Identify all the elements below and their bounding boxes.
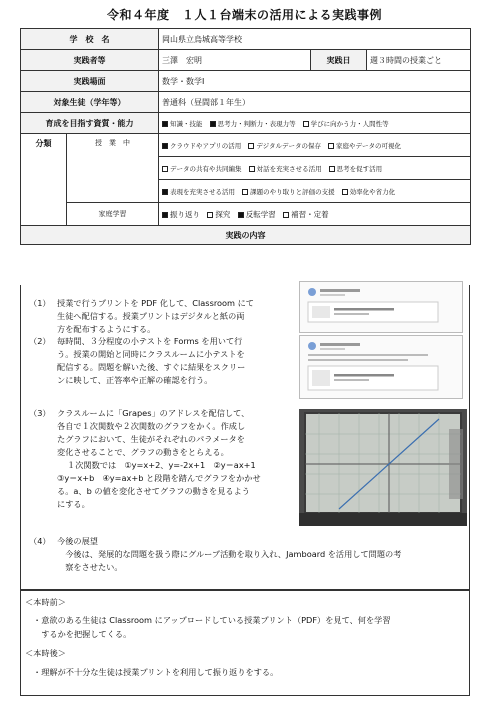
ability-option: 学びに向かう力・人間性等 (303, 120, 389, 128)
ability-option: 思考力・判断力・表現力等 (210, 120, 296, 128)
item-line: ンに映して、正答率や正解の確認を行う。 (57, 375, 213, 385)
school-value: 岡山県立烏城高等学校 (159, 29, 471, 50)
checkbox-icon (238, 212, 244, 218)
checkbox-icon (207, 212, 213, 218)
classification-row-2 (159, 157, 471, 180)
item-line: る。a、b の値を変化させてグラフの動きを見るよう (57, 486, 250, 496)
forms-screenshot (299, 335, 463, 399)
before-heading: ＜本時前＞ (25, 597, 66, 607)
classification-row-1 (159, 134, 471, 157)
scene-value: 数学・数学Ⅰ (159, 71, 471, 92)
class-option: 家庭やデータの可視化 (328, 142, 401, 150)
classroom-photo-graphic (299, 409, 467, 526)
class-option: 対話を充実させる活用 (249, 165, 322, 173)
target-value: 普通科（昼間部１年生） (159, 92, 471, 113)
item-line: にする。 (57, 499, 90, 509)
checkbox-icon (162, 143, 168, 149)
item-line: 生徒へ配信する。授業プリントはデジタルと紙の両 (57, 311, 245, 321)
home-option: 補習・定着 (283, 210, 329, 219)
checkbox-icon (328, 143, 334, 149)
item-line: クラスルームに「Grapes」のアドレスを配信して、 (57, 408, 250, 418)
item-line: 毎時間、３分程度の小テストを Forms を用いて行 (57, 336, 243, 346)
checkbox-icon (303, 121, 309, 127)
teacher-value: 三澤 宏明 (159, 50, 311, 71)
item-line: 各自で１次関数や２次関数のグラフをかく。作成し (57, 421, 246, 431)
date-value: 週３時間の授業ごと (367, 50, 471, 71)
class-option: 課題のやり取りと評価の支援 (242, 188, 335, 196)
item-number: （2） (29, 336, 51, 346)
checkbox-icon (162, 121, 168, 127)
item-line: たグラフにおいて、生徒がそれぞれのパラメータを (57, 434, 245, 444)
content-header: 実践の内容 (21, 226, 471, 245)
classification-label: 分類 (21, 134, 67, 226)
item-line: 察をさせたい。 (57, 562, 123, 572)
item-number: （4） (29, 536, 51, 546)
item-number: （1） (29, 298, 51, 308)
class-option: 思考を促す活用 (329, 165, 383, 173)
class-option: デジタルデータの保存 (248, 142, 321, 150)
teacher-label: 実践者等 (21, 50, 159, 71)
before-line: するかを把握してくる。 (33, 629, 132, 639)
item-line: 授業で行うプリントを PDF 化して、Classroom にて (57, 298, 254, 308)
scene-label: 実践場面 (21, 71, 159, 92)
content-section (20, 285, 470, 590)
ability-options (159, 113, 471, 134)
checkbox-icon (329, 166, 335, 172)
checkbox-icon (162, 166, 168, 172)
forms-screenshot-graphic (300, 336, 462, 398)
after-line: ・理解が不十分な生徒は授業プリントを利用して振り返りをする。 (33, 667, 279, 677)
classification-row-3 (159, 180, 471, 203)
item-line: ③y＝x+b ④y=ax+b と段階を踏んでグラフをかかせ (57, 473, 261, 483)
document-title: 令和４年度 １人１台端末の活用による実践事例 (106, 8, 382, 22)
item-number: （3） (29, 408, 51, 418)
ability-label: 育成を目指す資質・能力 (21, 113, 159, 134)
home-study-options (159, 203, 471, 226)
classroom-screenshot (299, 281, 463, 333)
checkbox-icon (249, 166, 255, 172)
item-line: １次関数では ①y=x+2、y=-2x+1 ②y＝ax+1 (67, 460, 256, 470)
checkbox-icon (342, 189, 348, 195)
item-line: う。授業の開始と同時にクラスルームに小テストを (57, 349, 245, 359)
item-line: 配信する。問題を解いた後、すぐに結果をスクリー (57, 362, 246, 372)
item-line: 方を配布するようにする。 (57, 324, 156, 334)
ability-option: 知識・技能 (162, 120, 203, 128)
info-table (20, 28, 471, 245)
home-option: 探究 (207, 210, 230, 219)
class-option: 表現を充実させる活用 (162, 188, 235, 196)
item-line: 今後の展望 (57, 536, 98, 546)
school-label: 学 校 名 (21, 29, 159, 50)
date-label: 実践日 (311, 50, 367, 71)
classroom-photo (299, 409, 467, 526)
before-line: ・意欲のある生徒は Classroom にアップロードしている授業プリント（PDF）を見て、何を学習 (33, 615, 391, 625)
home-option: 振り返り (162, 210, 200, 219)
item-line: 変化させることで、グラフの動きをとらえる。 (57, 447, 229, 457)
after-heading: ＜本時後＞ (25, 648, 66, 658)
checkbox-icon (162, 189, 168, 195)
classroom-screenshot-graphic (300, 282, 462, 332)
class-option: クラウドやアプリの活用 (162, 142, 241, 150)
class-option: 効率化や省力化 (342, 188, 396, 196)
class-option: データの共有や共同編集 (162, 165, 242, 173)
checkbox-icon (162, 212, 168, 218)
checkbox-icon (210, 121, 216, 127)
home-study-section (20, 590, 470, 696)
checkbox-icon (248, 143, 254, 149)
in-class-label: 授 業 中 (67, 134, 159, 203)
home-study-label: 家庭学習 (67, 203, 159, 226)
target-label: 対象生徒（学年等） (21, 92, 159, 113)
checkbox-icon (242, 189, 248, 195)
home-option: 反転学習 (238, 210, 276, 219)
checkbox-icon (283, 212, 289, 218)
item-line: 今後は、発展的な問題を扱う際にグループ活動を取り入れ、Jamboard を活用して問題の考 (57, 549, 402, 559)
